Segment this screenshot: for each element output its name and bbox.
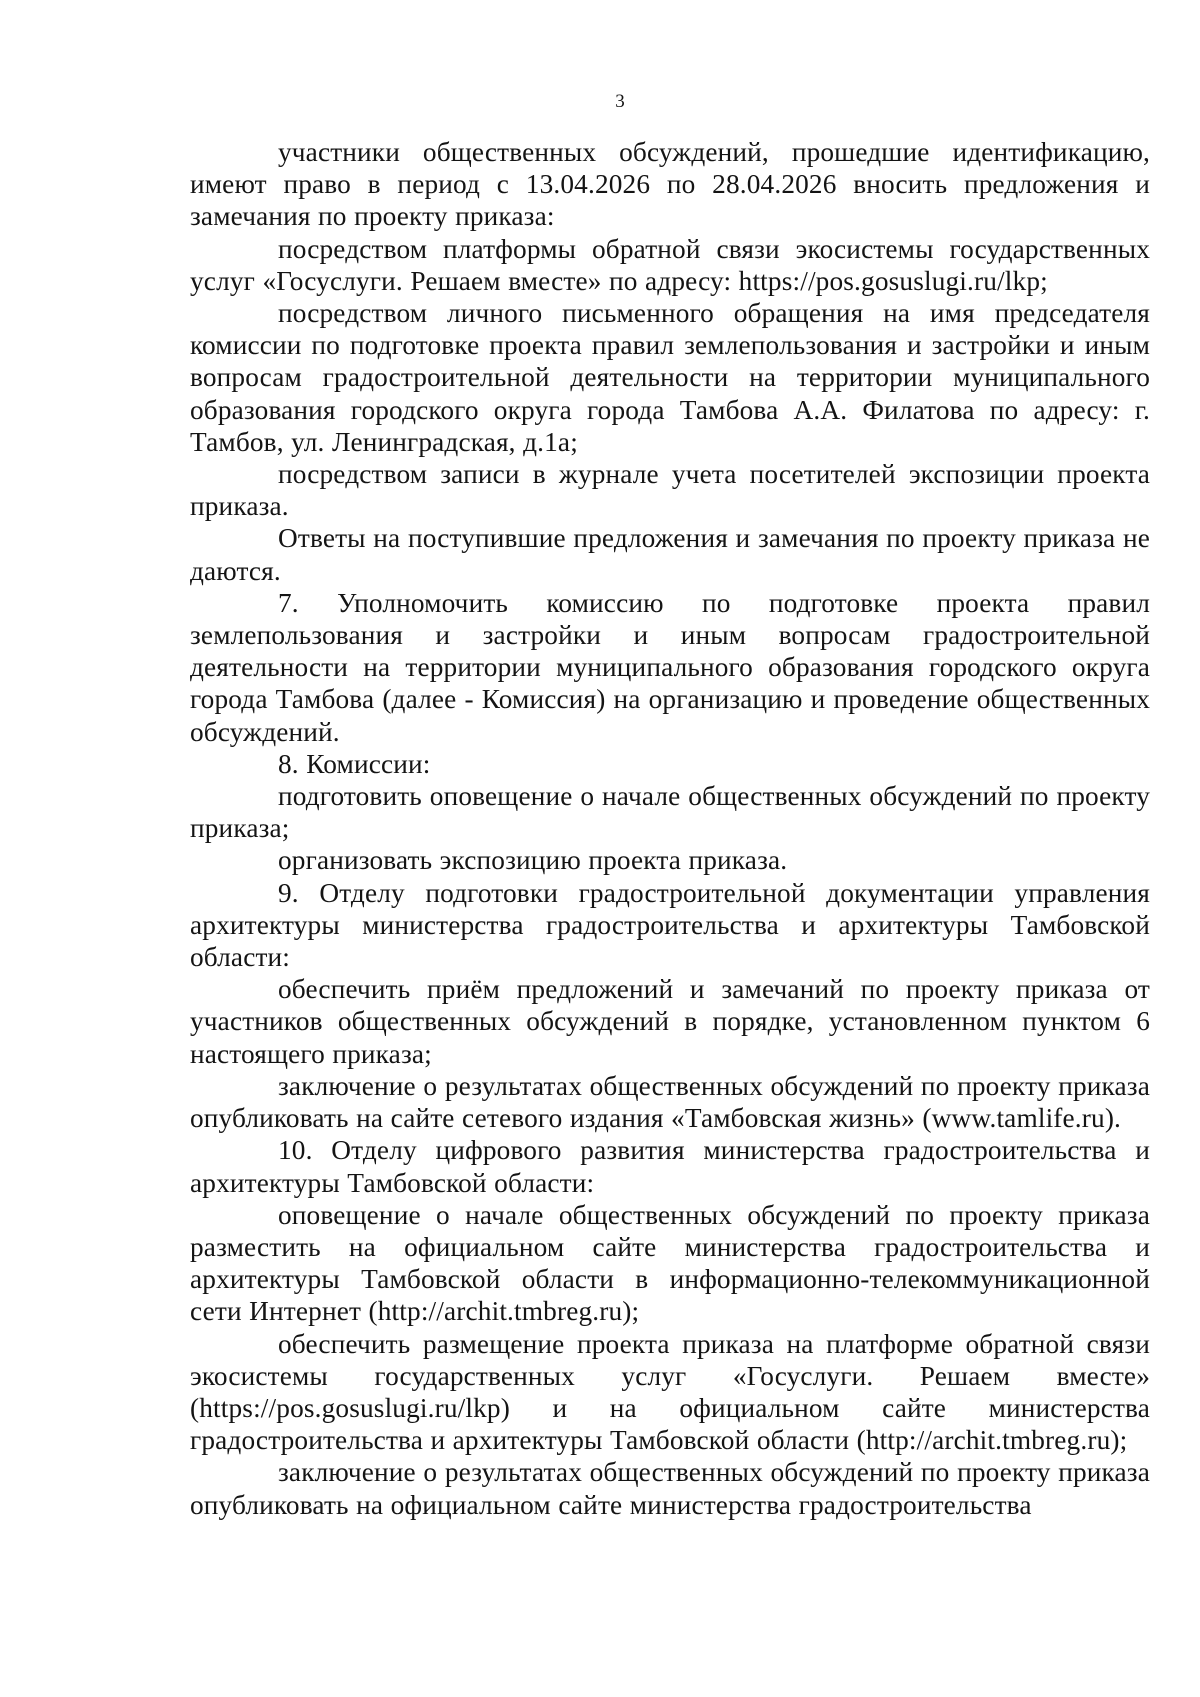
paragraph: оповещение о начале общественных обсуждений по проекту приказа разместить на официальном сайте министерства градостроительства и архитектуры Тамбовской области в информационно-телекоммуникационной сети Интернет (http://archit.tmbreg.ru); bbox=[190, 1199, 1150, 1327]
paragraph: посредством записи в журнале учета посетителей экспозиции проекта приказа. bbox=[190, 459, 1150, 522]
paragraph: заключение о результатах общественных обсуждений по проекту приказа опубликовать на сайте сетевого издания «Тамбовская жизнь» (www.tamlife.ru). bbox=[190, 1070, 1150, 1134]
paragraph: 9. Отделу подготовки градостроительной документации управления архитектуры министерства градостроительства и архитектуры Тамбовской области: bbox=[190, 877, 1150, 973]
document-body bbox=[190, 136, 1150, 1521]
paragraph: посредством платформы обратной связи экосистемы государственных услуг «Госуслуги. Решаем вместе» по адресу: https://pos.gosuslugi.ru/lkp; bbox=[190, 233, 1150, 296]
paragraph: заключение о результатах общественных обсуждений по проекту приказа опубликовать на официальном сайте министерства градостроительства bbox=[190, 1457, 1150, 1520]
paragraph: 10. Отделу цифрового развития министерства градостроительства и архитектуры Тамбовской области: bbox=[190, 1135, 1150, 1198]
paragraph: участники общественных обсуждений, прошедшие идентификацию, имеют право в период с 13.04.2026 по 28.04.2026 вносить предложения и замечания по проекту приказа: bbox=[190, 137, 1150, 232]
paragraph: подготовить оповещение о начале общественных обсуждений по проекту приказа; bbox=[190, 781, 1150, 844]
paragraph: Ответы на поступившие предложения и замечания по проекту приказа не даются. bbox=[190, 523, 1150, 586]
paragraph: 7. Уполномочить комиссию по подготовке проекта правил землепользования и застройки и иным вопросам градостроительной деятельности на территории муниципального образования городского округа города Тамбова (далее - Комиссия) на организацию и проведение общественных обсуждений. bbox=[190, 587, 1150, 747]
paragraph: обеспечить размещение проекта приказа на платформе обратной связи экосистемы государственных услуг «Госуслуги. Решаем вместе» (https://pos.gosuslugi.ru/lkp) и на официальном сайте министерства градостроительства и архитектуры Тамбовской области (http://archit.tmbreg.ru); bbox=[190, 1328, 1150, 1456]
paragraph: обеспечить приём предложений и замечаний по проекту приказа от участников общественных обсуждений в порядке, установленном пунктом 6 настоящего приказа; bbox=[190, 974, 1150, 1069]
paragraph: посредством личного письменного обращения на имя председателя комиссии по подготовке проекта правил землепользования и застройки и иным вопросам градостроительной деятельности на территории муниципального образования городского округа города Тамбова А.А. Филатова по адресу: г. Тамбов, ул. Ленинградская, д.1а; bbox=[190, 298, 1150, 457]
paragraph: организовать экспозицию проекта приказа. bbox=[278, 845, 788, 876]
page-number: 3 bbox=[615, 91, 625, 112]
paragraph: 8. Комиссии: bbox=[278, 748, 431, 779]
